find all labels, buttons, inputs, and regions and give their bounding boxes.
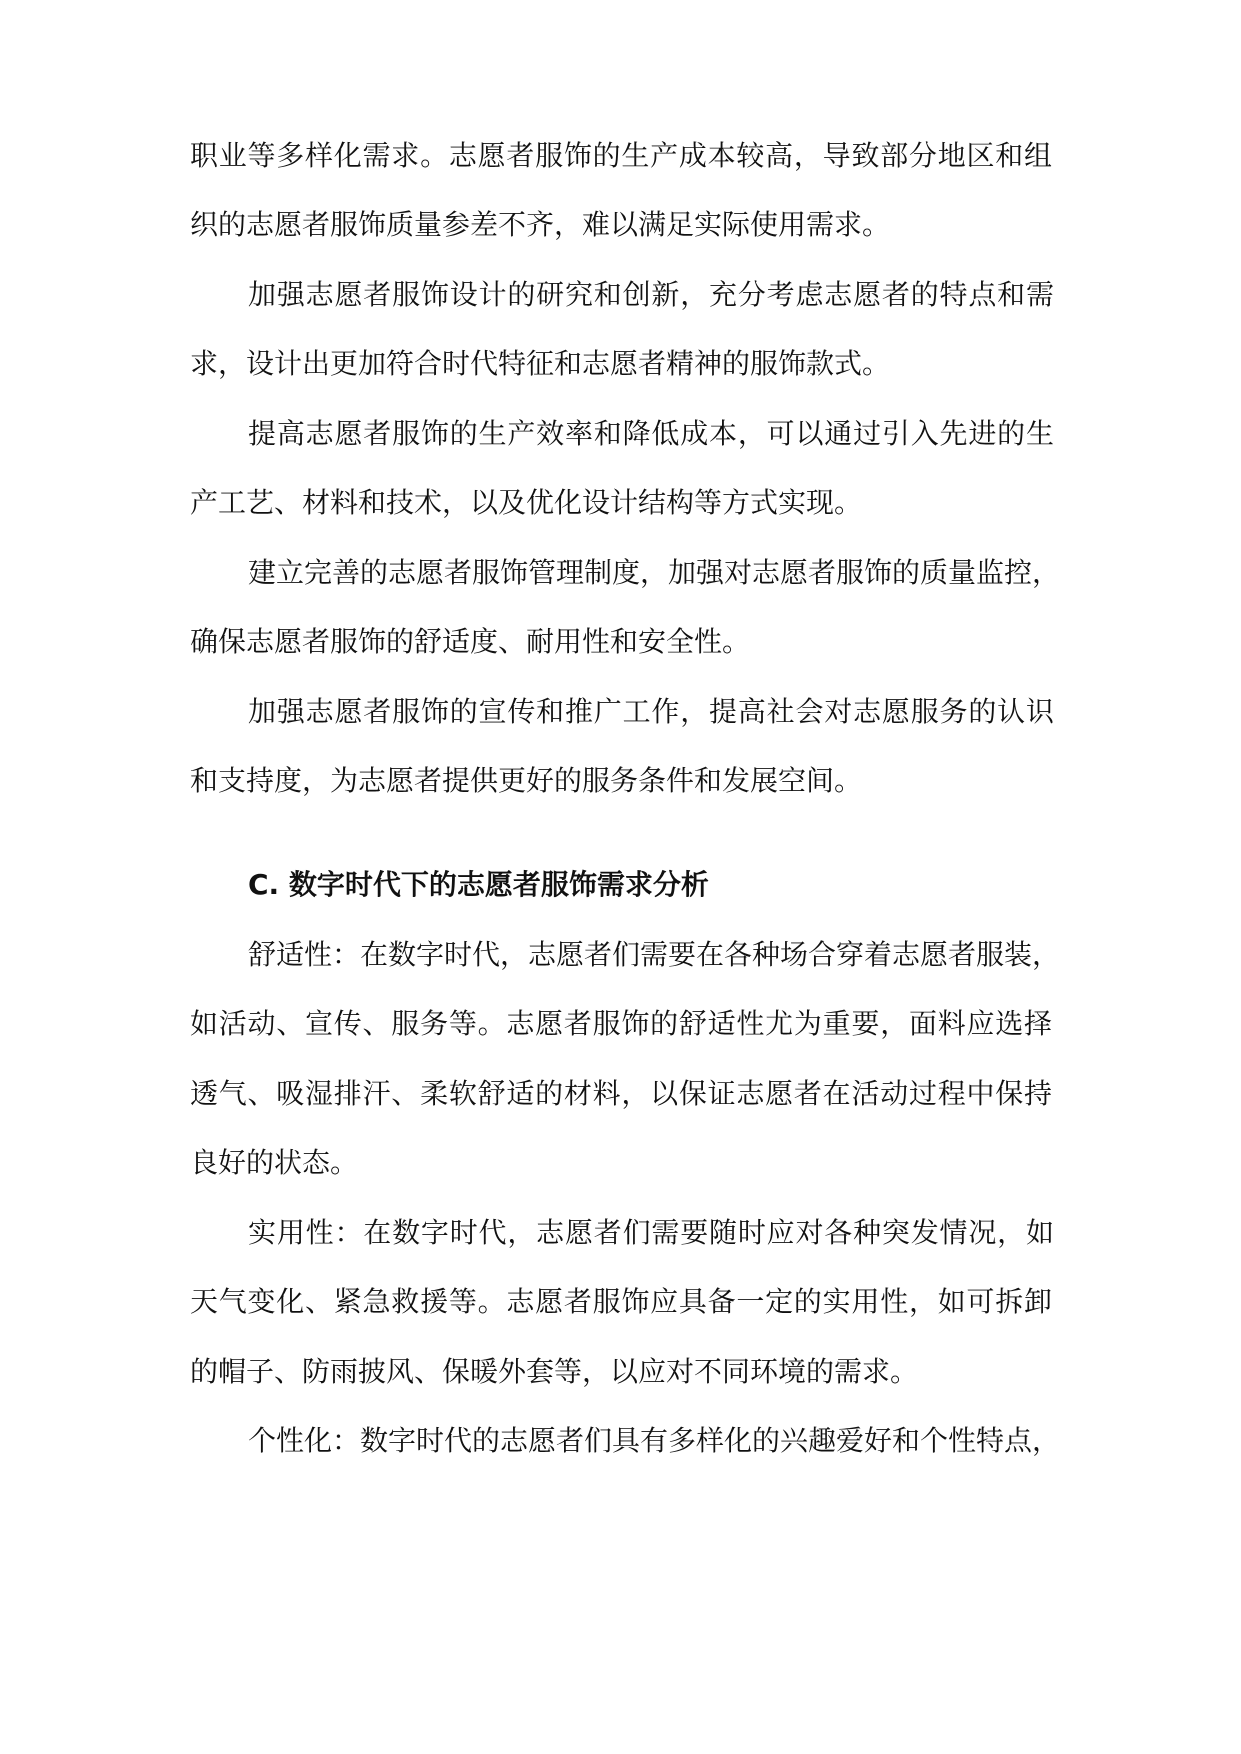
body-text-line: 建立完善的志愿者服饰管理制度，加强对志愿者服饰的质量监控，	[248, 556, 1061, 589]
body-text-line: 实用性：在数字时代，志愿者们需要随时应对各种突发情况，如	[248, 1216, 1054, 1249]
body-text-line: 确保志愿者服饰的舒适度、耐用性和安全性。	[190, 625, 751, 658]
body-text-line: 职业等多样化需求。志愿者服饰的生产成本较高，导致部分地区和组	[190, 139, 1052, 172]
section-heading: C. 数字时代下的志愿者服饰需求分析	[248, 868, 709, 901]
body-text-line: 产工艺、材料和技术，以及优化设计结构等方式实现。	[190, 486, 863, 519]
body-text-line: 透气、吸湿排汗、柔软舒适的材料，以保证志愿者在活动过程中保持	[190, 1077, 1052, 1110]
body-text-line: 天气变化、紧急救援等。志愿者服饰应具备一定的实用性，如可拆卸	[190, 1285, 1052, 1318]
body-text-line: 个性化：数字时代的志愿者们具有多样化的兴趣爱好和个性特点，	[248, 1424, 1061, 1457]
body-text-line: 良好的状态。	[190, 1146, 359, 1179]
body-text-line: 提高志愿者服饰的生产效率和降低成本，可以通过引入先进的生	[248, 417, 1054, 450]
body-text-line: 织的志愿者服饰质量参差不齐，难以满足实际使用需求。	[190, 208, 891, 241]
body-text-line: 加强志愿者服饰的宣传和推广工作，提高社会对志愿服务的认识	[248, 695, 1054, 728]
body-text-line: 加强志愿者服饰设计的研究和创新，充分考虑志愿者的特点和需	[248, 278, 1054, 311]
body-text-line: 舒适性：在数字时代，志愿者们需要在各种场合穿着志愿者服装，	[248, 938, 1061, 971]
body-text-line: 求，设计出更加符合时代特征和志愿者精神的服饰款式。	[190, 347, 891, 380]
body-text-line: 和支持度，为志愿者提供更好的服务条件和发展空间。	[190, 764, 863, 797]
body-text-line: 的帽子、防雨披风、保暖外套等，以应对不同环境的需求。	[190, 1355, 919, 1388]
body-text-line: 如活动、宣传、服务等。志愿者服饰的舒适性尤为重要，面料应选择	[190, 1007, 1052, 1040]
